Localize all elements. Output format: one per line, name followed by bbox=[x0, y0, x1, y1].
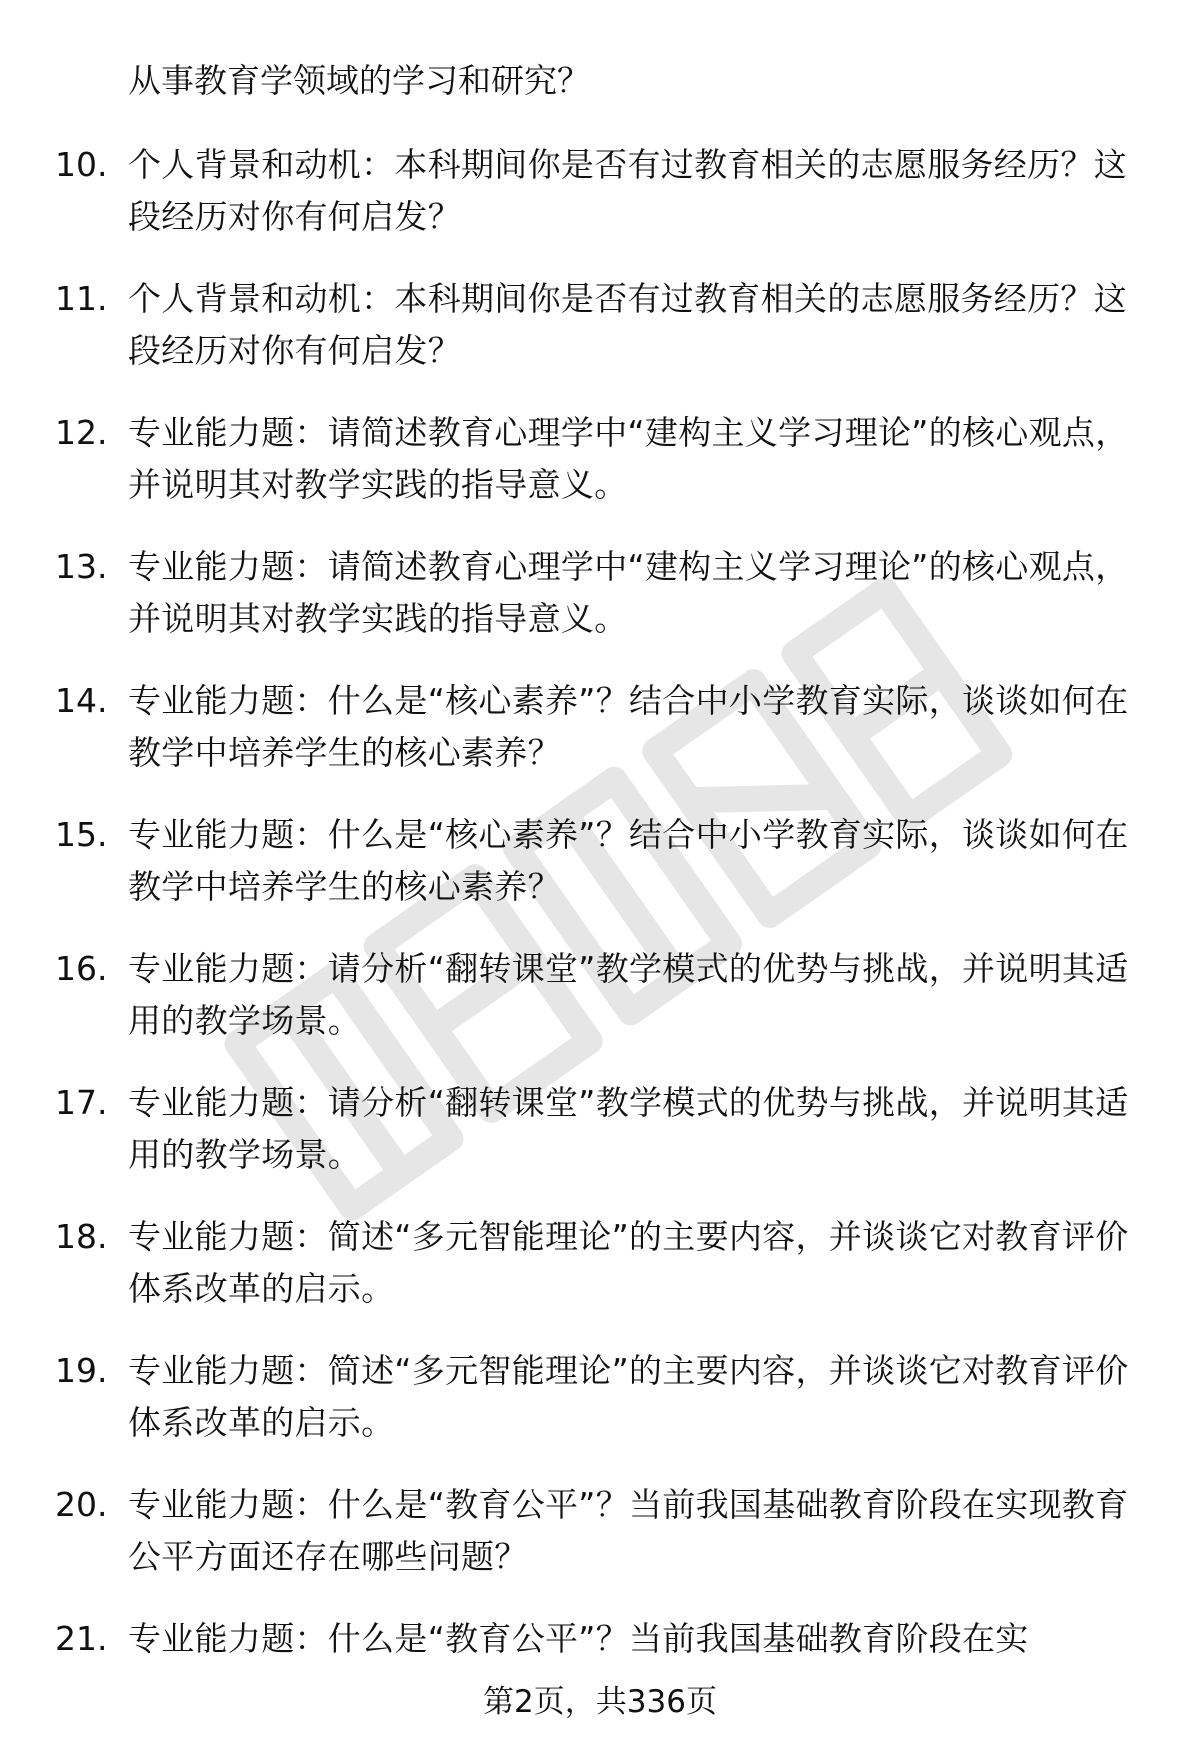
item-number: 21. bbox=[55, 1619, 108, 1658]
item-text: 专业能力题：什么是“教育公平”？当前我国基础教育阶段在实现教育公平方面还存在哪些问题？ bbox=[128, 1485, 1129, 1576]
list-item bbox=[0, 1211, 1200, 1315]
item-number: 15. bbox=[55, 815, 108, 854]
list-item bbox=[0, 675, 1200, 779]
item-number: 11. bbox=[55, 279, 108, 318]
item-number: 17. bbox=[55, 1083, 108, 1122]
item-text: 专业能力题：什么是“核心素养”？结合中小学教育实际，谈谈如何在教学中培养学生的核心素养？ bbox=[128, 681, 1129, 772]
list-item bbox=[0, 1345, 1200, 1449]
list-item bbox=[0, 943, 1200, 1047]
question-list bbox=[0, 55, 1200, 1695]
list-item bbox=[0, 407, 1200, 511]
item-number: 13. bbox=[55, 547, 108, 586]
item-number: 19. bbox=[55, 1351, 108, 1390]
item-number: 20. bbox=[55, 1485, 108, 1524]
item-number: 16. bbox=[55, 949, 108, 988]
item-number: 18. bbox=[55, 1217, 108, 1256]
item-text: 专业能力题：请分析“翻转课堂”教学模式的优势与挑战，并说明其适用的教学场景。 bbox=[128, 949, 1129, 1040]
item-text: 个人背景和动机：本科期间你是否有过教育相关的志愿服务经历？这段经历对你有何启发？ bbox=[128, 279, 1127, 370]
item-text: 专业能力题：请简述教育心理学中“建构主义学习理论”的核心观点，并说明其对教学实践的指导意义。 bbox=[128, 413, 1129, 504]
list-item bbox=[0, 1613, 1200, 1665]
item-text: 个人背景和动机：本科期间你是否有过教育相关的志愿服务经历？这段经历对你有何启发？ bbox=[128, 145, 1127, 236]
list-item bbox=[0, 809, 1200, 913]
page-footer: 第2页，共336页 bbox=[483, 1684, 717, 1720]
item-number: 10. bbox=[55, 145, 108, 184]
item-text: 专业能力题：什么是“核心素养”？结合中小学教育实际，谈谈如何在教学中培养学生的核心素养？ bbox=[128, 815, 1129, 906]
list-item bbox=[0, 1077, 1200, 1181]
continued-text: 从事教育学领域的学习和研究？ bbox=[128, 61, 590, 100]
item-text: 专业能力题：请分析“翻转课堂”教学模式的优势与挑战，并说明其适用的教学场景。 bbox=[128, 1083, 1129, 1174]
item-text: 专业能力题：什么是“教育公平”？当前我国基础教育阶段在实 bbox=[128, 1619, 1029, 1658]
item-text: 专业能力题：请简述教育心理学中“建构主义学习理论”的核心观点，并说明其对教学实践的指导意义。 bbox=[128, 547, 1129, 638]
list-item bbox=[0, 139, 1200, 243]
item-text: 专业能力题：简述“多元智能理论”的主要内容，并谈谈它对教育评价体系改革的启示。 bbox=[128, 1351, 1129, 1442]
item-number: 14. bbox=[55, 681, 108, 720]
list-item bbox=[0, 273, 1200, 377]
list-item bbox=[0, 1479, 1200, 1583]
list-item bbox=[0, 541, 1200, 645]
item-number: 12. bbox=[55, 413, 108, 452]
item-text: 专业能力题：简述“多元智能理论”的主要内容，并谈谈它对教育评价体系改革的启示。 bbox=[128, 1217, 1129, 1308]
